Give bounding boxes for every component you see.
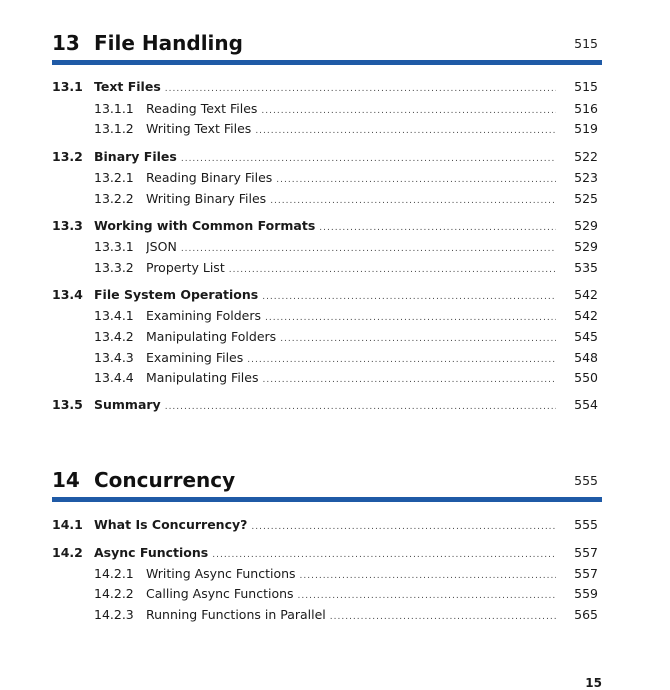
- subsection-number: 13.4.1: [94, 308, 134, 323]
- subsection-title: Manipulating Folders: [146, 329, 277, 344]
- dot-leader: [280, 330, 556, 348]
- dot-leader: [262, 371, 556, 389]
- subsection-number: 13.4.2: [94, 329, 134, 344]
- toc-section[interactable]: [52, 78, 602, 96]
- subsection-title: Writing Async Functions: [146, 566, 296, 581]
- dot-leader: [265, 309, 556, 327]
- dot-leader: [165, 398, 556, 416]
- dot-leader: [247, 351, 556, 369]
- subsection-title: Property List: [146, 260, 225, 275]
- subsection-page: 559: [574, 586, 598, 601]
- chapter-page-number: 555: [574, 473, 598, 488]
- section-title: Binary Files: [94, 149, 177, 164]
- page-number: 15: [585, 676, 602, 690]
- section-page: 529: [574, 218, 598, 233]
- section-page: 557: [574, 545, 598, 560]
- toc-subsection[interactable]: [52, 565, 602, 583]
- subsection-number: 14.2.2: [94, 586, 134, 601]
- subsection-title: Writing Binary Files: [146, 191, 267, 206]
- subsection-page: 557: [574, 566, 598, 581]
- toc-subsection[interactable]: [52, 169, 602, 187]
- dot-leader: [229, 261, 556, 279]
- toc-subsection[interactable]: [52, 585, 602, 603]
- section-page: 554: [574, 397, 598, 412]
- chapter-heading[interactable]: [52, 467, 602, 495]
- section-title: Summary: [94, 397, 161, 412]
- subsection-number: 13.2.2: [94, 191, 134, 206]
- section-number: 13.2: [52, 149, 83, 164]
- chapter-page-number: 515: [574, 36, 598, 51]
- toc-section[interactable]: [52, 396, 602, 414]
- dot-leader: [165, 80, 556, 98]
- dot-leader: [251, 518, 556, 536]
- dot-leader: [276, 171, 556, 189]
- dot-leader: [262, 288, 556, 306]
- toc-section[interactable]: [52, 217, 602, 235]
- dot-leader: [319, 219, 556, 237]
- subsection-title: Running Functions in Parallel: [146, 607, 326, 622]
- toc-subsection[interactable]: [52, 238, 602, 256]
- subsection-title: Examining Files: [146, 350, 244, 365]
- subsection-page: 519: [574, 121, 598, 136]
- subsection-page: 535: [574, 260, 598, 275]
- section-page: 522: [574, 149, 598, 164]
- toc-subsection[interactable]: [52, 369, 602, 387]
- section-number: 13.3: [52, 218, 83, 233]
- section-title: File System Operations: [94, 287, 259, 302]
- subsection-page: 545: [574, 329, 598, 344]
- subsection-number: 13.2.1: [94, 170, 134, 185]
- dot-leader: [255, 122, 556, 140]
- subsection-number: 13.1.1: [94, 101, 134, 116]
- subsection-page: 525: [574, 191, 598, 206]
- toc-subsection[interactable]: [52, 259, 602, 277]
- section-page: 542: [574, 287, 598, 302]
- subsection-number: 13.1.2: [94, 121, 134, 136]
- toc-subsection[interactable]: [52, 120, 602, 138]
- toc-section[interactable]: [52, 516, 602, 534]
- subsection-number: 14.2.1: [94, 566, 134, 581]
- subsection-page: 542: [574, 308, 598, 323]
- dot-leader: [261, 102, 556, 120]
- chapter-13: [52, 30, 602, 412]
- section-number: 14.1: [52, 517, 83, 532]
- dot-leader: [181, 240, 556, 258]
- subsection-title: Calling Async Functions: [146, 586, 294, 601]
- dot-leader: [270, 192, 556, 210]
- section-title: Async Functions: [94, 545, 209, 560]
- dot-leader: [298, 587, 556, 605]
- chapter-14: [52, 467, 602, 622]
- subsection-page: 523: [574, 170, 598, 185]
- chapter-rule: [52, 60, 602, 65]
- subsection-title: Examining Folders: [146, 308, 261, 323]
- chapter-heading[interactable]: [52, 30, 602, 58]
- dot-leader: [300, 567, 556, 585]
- toc-section[interactable]: [52, 148, 602, 166]
- subsection-page: 516: [574, 101, 598, 116]
- subsection-page: 548: [574, 350, 598, 365]
- subsection-page: 529: [574, 239, 598, 254]
- subsection-page: 550: [574, 370, 598, 385]
- section-title: Working with Common Formats: [94, 218, 316, 233]
- dot-leader: [212, 546, 556, 564]
- subsection-title: Manipulating Files: [146, 370, 259, 385]
- subsection-number: 13.4.3: [94, 350, 134, 365]
- section-number: 13.5: [52, 397, 83, 412]
- subsection-number: 13.3.2: [94, 260, 134, 275]
- subsection-number: 13.4.4: [94, 370, 134, 385]
- section-page: 555: [574, 517, 598, 532]
- toc-subsection[interactable]: [52, 328, 602, 346]
- chapter-title: File Handling: [94, 31, 243, 55]
- chapter-number: 14: [52, 468, 80, 492]
- section-number: 13.4: [52, 287, 83, 302]
- chapter-number: 13: [52, 31, 80, 55]
- subsection-title: Reading Text Files: [146, 101, 258, 116]
- chapter-rule: [52, 497, 602, 502]
- toc-subsection[interactable]: [52, 100, 602, 118]
- subsection-number: 13.3.1: [94, 239, 134, 254]
- toc-subsection[interactable]: [52, 349, 602, 367]
- toc-section[interactable]: [52, 544, 602, 562]
- toc-subsection[interactable]: [52, 190, 602, 208]
- section-number: 14.2: [52, 545, 83, 560]
- section-page: 515: [574, 79, 598, 94]
- chapter-title: Concurrency: [94, 468, 236, 492]
- section-title: What Is Concurrency?: [94, 517, 248, 532]
- dot-leader: [330, 608, 556, 626]
- toc-subsection[interactable]: [52, 606, 602, 624]
- section-number: 13.1: [52, 79, 83, 94]
- subsection-title: Reading Binary Files: [146, 170, 273, 185]
- toc-section[interactable]: [52, 286, 602, 304]
- dot-leader: [181, 150, 556, 168]
- subsection-page: 565: [574, 607, 598, 622]
- subsection-title: JSON: [146, 239, 177, 254]
- section-title: Text Files: [94, 79, 161, 94]
- toc-subsection[interactable]: [52, 307, 602, 325]
- subsection-title: Writing Text Files: [146, 121, 252, 136]
- subsection-number: 14.2.3: [94, 607, 134, 622]
